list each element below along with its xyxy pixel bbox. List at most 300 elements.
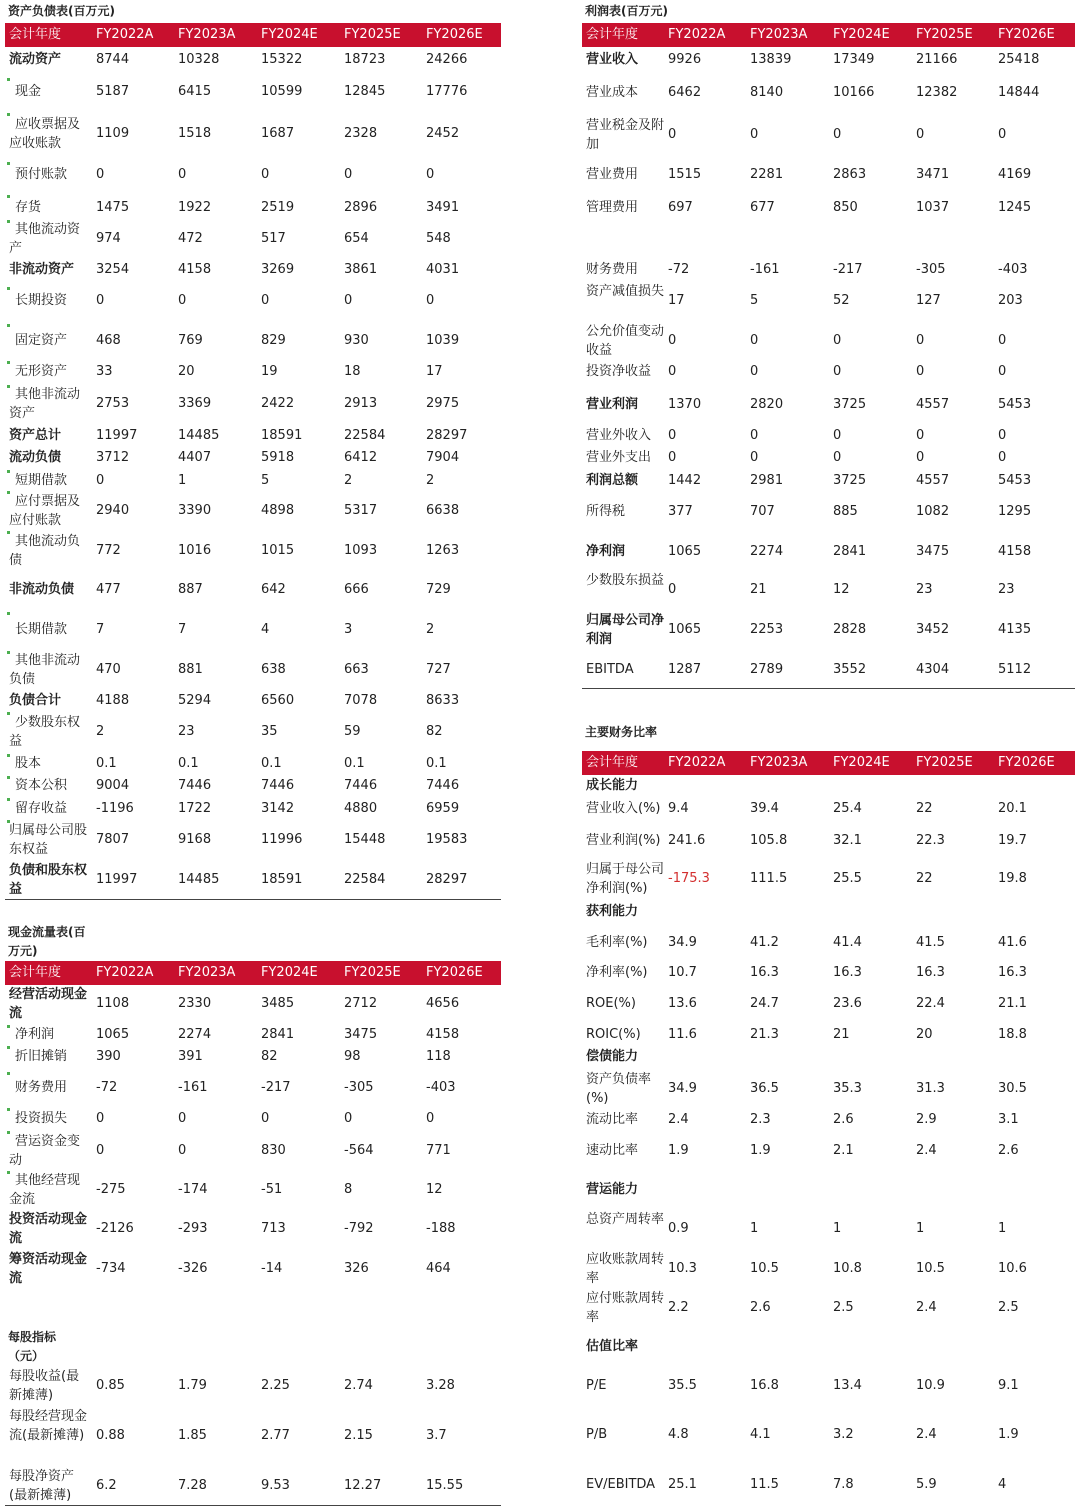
row-marker-icon [7, 1025, 10, 1028]
row-marker-icon [7, 195, 10, 198]
income_statement-row-label: 利润总额 [586, 473, 639, 489]
income_statement-cell: 52 [833, 293, 850, 308]
ratios-cell: 25.4 [833, 801, 862, 816]
cash_flow-cell: -14 [261, 1261, 283, 1276]
cash_flow-row-label: 营运资金变动 [9, 1133, 81, 1168]
balance_sheet-row [5, 712, 501, 752]
balance_sheet-cell: 0 [426, 293, 435, 308]
row-marker-icon [7, 385, 10, 388]
income_statement-cell: 0 [916, 428, 925, 443]
balance_sheet-cell: 930 [344, 333, 369, 348]
ratios-header-year: FY2022A [668, 755, 726, 770]
balance_sheet-row [5, 470, 501, 492]
ratios-row [582, 1336, 1075, 1358]
income_statement-cell: 13839 [750, 52, 792, 67]
per_share-row [5, 1366, 501, 1406]
income_statement-cell: 0 [998, 333, 1007, 348]
ratios-cell: 21.3 [750, 1027, 779, 1042]
row-marker-icon [7, 1131, 10, 1134]
balance_sheet-cell: 1518 [178, 126, 212, 141]
income_statement-cell: 0 [916, 333, 925, 348]
income_statement-cell: 0 [833, 450, 842, 465]
cash_flow-row [5, 1210, 501, 1248]
ratios-cell: 1 [998, 1221, 1007, 1236]
income_statement-cell: 3725 [833, 473, 867, 488]
balance_sheet-cell: 11997 [96, 428, 138, 443]
cash_flow-cell: -326 [178, 1261, 208, 1276]
ratios-cell: 16.3 [750, 965, 779, 980]
row-marker-icon [7, 361, 10, 364]
balance_sheet-row [5, 162, 501, 188]
balance_sheet-cell: 548 [426, 231, 451, 246]
cash_flow-cell: -72 [96, 1080, 118, 1095]
balance_sheet-cell: 22584 [344, 872, 386, 887]
cash_flow-header-year: FY2023A [178, 965, 236, 980]
ratios-cell: 3.2 [833, 1427, 854, 1442]
income_statement-cell: 0 [750, 333, 759, 348]
income_statement-row-label: 归属母公司净利润 [586, 612, 665, 647]
cash_flow-cell: 2274 [178, 1027, 212, 1042]
income_statement-row [582, 497, 1075, 527]
cash_flow-cell: 0 [178, 1143, 187, 1158]
balance_sheet-row [5, 820, 501, 860]
balance_sheet-cell: 0 [96, 293, 105, 308]
balance_sheet-row-label: 长期投资 [15, 293, 68, 309]
balance_sheet-cell: 1 [178, 473, 187, 488]
ratios-row [582, 1249, 1075, 1289]
income_statement-cell: 4557 [916, 397, 950, 412]
income_statement-row-label: 公允价值变动收益 [586, 323, 665, 358]
row-marker-icon [7, 1072, 10, 1075]
balance_sheet-cell: 887 [178, 582, 203, 597]
row-marker-icon [7, 324, 10, 327]
income_statement-cell: 0 [750, 127, 759, 142]
balance_sheet-row-label: 非流动负债 [9, 582, 75, 598]
ratios-cell: -175.3 [668, 871, 710, 886]
balance_sheet-row-label: 非流动资产 [9, 262, 75, 278]
ratios-cell: 10.3 [668, 1261, 697, 1276]
income_statement-cell: 4158 [998, 544, 1032, 559]
ratios-row-label: P/B [586, 1427, 608, 1443]
ratios-cell: 10.8 [833, 1261, 862, 1276]
balance_sheet-cell: 974 [96, 231, 121, 246]
balance_sheet-cell: 517 [261, 231, 286, 246]
ratios-cell: 2.6 [833, 1112, 854, 1127]
balance_sheet-row [5, 220, 501, 258]
ratios-cell: 30.5 [998, 1081, 1027, 1096]
income_statement-cell: 0 [668, 450, 677, 465]
ratios-row [582, 1422, 1075, 1448]
ratios-cell: 41.5 [916, 935, 945, 950]
balance_sheet-header-row [5, 23, 501, 47]
ratios-cell: 22 [916, 801, 933, 816]
balance_sheet-row-label: 无形资产 [15, 364, 68, 380]
income_statement-row [582, 425, 1075, 447]
balance_sheet-row-label: 归属母公司股东权益 [9, 822, 88, 857]
balance_sheet-cell: 1475 [96, 200, 130, 215]
balance_sheet-cell: 7904 [426, 450, 460, 465]
balance_sheet-title: 资产负债表(百万元) [8, 4, 115, 18]
balance_sheet-row [5, 113, 501, 155]
income_statement-cell: 0 [833, 333, 842, 348]
balance_sheet-cell: 772 [96, 543, 121, 558]
income_statement-cell: 2253 [750, 622, 784, 637]
ratios-cell: 23.6 [833, 996, 862, 1011]
balance_sheet-cell: 729 [426, 582, 451, 597]
balance_sheet-cell: 4188 [96, 693, 130, 708]
cash_flow-cell: -305 [344, 1080, 374, 1095]
balance_sheet-row [5, 385, 501, 423]
balance_sheet-cell: 18723 [344, 52, 386, 67]
balance_sheet-cell: 59 [344, 724, 361, 739]
income_statement-cell: 6462 [668, 85, 702, 100]
income_statement-row [582, 80, 1075, 106]
balance_sheet-cell: 7 [178, 622, 187, 637]
balance_sheet-cell: 1263 [426, 543, 460, 558]
income_statement-row [582, 322, 1075, 360]
balance_sheet-row [5, 691, 501, 711]
balance_sheet-cell: -1196 [96, 801, 134, 816]
ratios-cell: 2.5 [833, 1300, 854, 1315]
balance_sheet-cell: 472 [178, 231, 203, 246]
balance_sheet-cell: 33 [96, 364, 113, 379]
balance_sheet-cell: 6415 [178, 84, 212, 99]
ratios-row [582, 1022, 1075, 1048]
income_statement-row [582, 258, 1075, 282]
balance_sheet-header-year: FY2025E [344, 27, 401, 42]
cash_flow-header-label: 会计年度 [9, 965, 62, 980]
ratios-row [582, 776, 1075, 796]
balance_sheet-cell: 14485 [178, 428, 220, 443]
ratios-cell: 22.4 [916, 996, 945, 1011]
balance_sheet-cell: 3254 [96, 262, 130, 277]
ratios-cell: 10.5 [916, 1261, 945, 1276]
cash_flow-cell: -293 [178, 1221, 208, 1236]
ratios-row [582, 1471, 1075, 1499]
income_statement-row-label: EBITDA [586, 662, 634, 678]
balance_sheet-row-label: 短期借款 [15, 473, 68, 489]
income_statement-cell: 1082 [916, 504, 950, 519]
balance_sheet-row-label: 其他流动负债 [9, 533, 81, 568]
income_statement-cell: 3552 [833, 662, 867, 677]
ratios-cell: 10.7 [668, 965, 697, 980]
balance_sheet-header-year: FY2026E [426, 27, 483, 42]
row-marker-icon [7, 754, 10, 757]
income_statement-cell: 0 [998, 127, 1007, 142]
cash_flow-cell: 3475 [344, 1027, 378, 1042]
balance_sheet-cell: 18 [344, 364, 361, 379]
income_statement-row [582, 282, 1075, 320]
row-marker-icon [7, 531, 10, 534]
ratios-row-label: 毛利率(%) [586, 935, 648, 951]
ratios-row [582, 1046, 1075, 1068]
balance_sheet-cell: 0 [178, 293, 187, 308]
balance_sheet-cell: 5 [261, 473, 270, 488]
ratios-cell: 19.7 [998, 833, 1027, 848]
balance_sheet-cell: 829 [261, 333, 286, 348]
ratios-cell: 1.9 [998, 1427, 1019, 1442]
ratios-row-label: EV/EBITDA [586, 1477, 656, 1493]
cash_flow-row-label: 财务费用 [15, 1080, 68, 1096]
balance_sheet-cell: 0 [426, 167, 435, 182]
balance_sheet-cell: 3369 [178, 396, 212, 411]
cash_flow-row [5, 1108, 501, 1130]
income_statement-row [582, 391, 1075, 419]
income_statement-cell: 1245 [998, 200, 1032, 215]
row-marker-icon [7, 651, 10, 654]
balance_sheet-cell: 17 [426, 364, 443, 379]
balance_sheet-cell: 20 [178, 364, 195, 379]
income_statement-cell: 707 [750, 504, 775, 519]
income_statement-cell: 0 [916, 364, 925, 379]
balance_sheet-cell: 19 [261, 364, 278, 379]
balance_sheet-row-label: 流动资产 [9, 52, 62, 68]
per_share-cell: 2.77 [261, 1428, 290, 1443]
cash_flow-cell: 0 [261, 1111, 270, 1126]
balance_sheet-row [5, 324, 501, 358]
balance_sheet-cell: 28297 [426, 872, 468, 887]
ratios-cell: 36.5 [750, 1081, 779, 1096]
balance_sheet-cell: 7446 [426, 778, 460, 793]
ratios-cell: 13.6 [668, 996, 697, 1011]
balance_sheet-cell: 3712 [96, 450, 130, 465]
balance_sheet-cell: 1093 [344, 543, 378, 558]
ratios-row [582, 930, 1075, 956]
balance_sheet-cell: 7 [96, 622, 105, 637]
income_statement-cell: 2789 [750, 662, 784, 677]
ratios-cell: 2.4 [916, 1427, 937, 1442]
ratios-header-year: FY2025E [916, 755, 973, 770]
balance_sheet-cell: 0 [344, 293, 353, 308]
per_share-cell: 12.27 [344, 1478, 382, 1493]
cash_flow-cell: 391 [178, 1049, 203, 1064]
balance_sheet-row-label: 应付票据及应付账款 [9, 493, 81, 528]
income_statement-cell: 0 [916, 127, 925, 142]
ratios-cell: 1 [916, 1221, 925, 1236]
income_statement-cell: 10166 [833, 85, 875, 100]
income_statement-cell: 8140 [750, 85, 784, 100]
balance_sheet-cell: 7078 [344, 693, 378, 708]
balance_sheet-cell: 18591 [261, 428, 303, 443]
ratios-cell: 2.2 [668, 1300, 689, 1315]
balance_sheet-row [5, 491, 501, 531]
income_statement-cell: 5 [750, 293, 759, 308]
ratios-row-label: 营业利润(%) [586, 833, 661, 849]
ratios-row-label: 归属于母公司净利润(%) [586, 861, 665, 896]
income_statement-row [582, 195, 1075, 221]
ratios-cell: 20.1 [998, 801, 1027, 816]
cash_flow-row-label: 筹资活动现金流 [9, 1251, 88, 1286]
balance_sheet-row [5, 195, 501, 221]
income_statement-cell: 21 [750, 582, 767, 597]
balance_sheet-cell: 17776 [426, 84, 468, 99]
balance_sheet-cell: 769 [178, 333, 203, 348]
ratios-row [582, 826, 1075, 856]
ratios-cell: 41.4 [833, 935, 862, 950]
cash_flow-cell: 4158 [426, 1027, 460, 1042]
ratios-cell: 24.7 [750, 996, 779, 1011]
income_statement-header-year: FY2024E [833, 27, 890, 42]
balance_sheet-cell: 2 [96, 724, 105, 739]
ratios-row-label: 应付账款周转率 [586, 1290, 665, 1325]
ratios-row [582, 1289, 1075, 1327]
ratios-cell: 4.8 [668, 1427, 689, 1442]
ratios-cell: 1 [750, 1221, 759, 1236]
income_statement-header-year: FY2025E [916, 27, 973, 42]
income_statement-cell: 5112 [998, 662, 1032, 677]
ratios-row-label: 总资产周转率 [586, 1211, 665, 1227]
balance_sheet-row [5, 575, 501, 605]
cash_flow-row-label: 其他经营现金流 [9, 1172, 81, 1207]
balance_sheet-cell: 1016 [178, 543, 212, 558]
cash_flow-row-label: 折旧摊销 [15, 1049, 68, 1065]
income_statement-cell: 2863 [833, 167, 867, 182]
income_statement-cell: 1065 [668, 622, 702, 637]
income_statement-cell: 0 [998, 450, 1007, 465]
ratios-row-label: P/E [586, 1378, 607, 1394]
income_statement-bottom-rule [582, 688, 1075, 689]
income_statement-row [582, 532, 1075, 572]
balance_sheet-row [5, 531, 501, 571]
cash_flow-cell: 8 [344, 1182, 353, 1197]
balance_sheet-cell: 0.1 [426, 756, 447, 771]
income_statement-row-label: 少数股东损益 [586, 572, 665, 588]
income_statement-header-year: FY2026E [998, 27, 1055, 42]
balance_sheet-cell: 18591 [261, 872, 303, 887]
cash_flow-cell: -734 [96, 1261, 126, 1276]
income_statement-cell: 2274 [750, 544, 784, 559]
ratios-cell: 105.8 [750, 833, 788, 848]
balance_sheet-cell: 4898 [261, 503, 295, 518]
income_statement-cell: -403 [998, 262, 1028, 277]
ratios-cell: 16.8 [750, 1378, 779, 1393]
balance_sheet-row [5, 776, 501, 796]
income_statement-cell: 3475 [916, 544, 950, 559]
cash_flow-cell: 771 [426, 1143, 451, 1158]
ratios-row [582, 1107, 1075, 1133]
cash_flow-cell: -161 [178, 1080, 208, 1095]
per_share-cell: 2.15 [344, 1428, 373, 1443]
row-marker-icon [7, 162, 10, 165]
row-marker-icon [7, 470, 10, 473]
balance_sheet-row-label: 负债和股东权益 [9, 862, 88, 897]
cash_flow-header-year: FY2024E [261, 965, 318, 980]
income_statement-cell: 3452 [916, 622, 950, 637]
ratios-cell: 25.1 [668, 1477, 697, 1492]
ratios-header-row [582, 751, 1075, 775]
ratios-cell: 2.6 [750, 1300, 771, 1315]
ratios-cell: 10.5 [750, 1261, 779, 1276]
ratios-cell: 25.5 [833, 871, 862, 886]
ratios-cell: 9.4 [668, 801, 689, 816]
income_statement-cell: 127 [916, 293, 941, 308]
ratios-row-label: ROIC(%) [586, 1027, 641, 1043]
balance_sheet-cell: 2913 [344, 396, 378, 411]
balance_sheet-row-label: 资本公积 [15, 778, 68, 794]
balance_sheet-cell: 4158 [178, 262, 212, 277]
balance_sheet-cell: 8633 [426, 693, 460, 708]
balance_sheet-cell: 0.1 [261, 756, 282, 771]
income_statement-cell: 1037 [916, 200, 950, 215]
ratios-cell: 32.1 [833, 833, 862, 848]
ratios-cell: 1 [833, 1221, 842, 1236]
income_statement-row [582, 49, 1075, 71]
ratios-cell: 3.1 [998, 1112, 1019, 1127]
balance_sheet-row-label: 少数股东权益 [9, 714, 81, 749]
cash_flow-header-year: FY2022A [96, 965, 154, 980]
balance_sheet-cell: 6560 [261, 693, 295, 708]
balance_sheet-cell: 28297 [426, 428, 468, 443]
balance_sheet-cell: 2 [426, 473, 435, 488]
ratios-cell: 20 [916, 1027, 933, 1042]
per_share-row [5, 1466, 501, 1506]
income_statement-row-label: 营业成本 [586, 85, 639, 101]
balance_sheet-cell: 10599 [261, 84, 303, 99]
balance_sheet-cell: 1015 [261, 543, 295, 558]
row-marker-icon [7, 712, 10, 715]
balance_sheet-row [5, 754, 501, 774]
cash_flow-row-label: 投资活动现金流 [9, 1211, 88, 1246]
balance_sheet-cell: 0 [96, 473, 105, 488]
per_share-cell: 2.25 [261, 1378, 290, 1393]
cash_flow-cell: 1065 [96, 1027, 130, 1042]
income_statement-cell: 14844 [998, 85, 1040, 100]
balance_sheet-cell: 7807 [96, 832, 130, 847]
balance_sheet-cell: 4880 [344, 801, 378, 816]
row-marker-icon [7, 1171, 10, 1174]
balance_sheet-cell: 1722 [178, 801, 212, 816]
income_statement-cell: 1370 [668, 397, 702, 412]
ratios-cell: 21 [833, 1027, 850, 1042]
balance_sheet-cell: 5317 [344, 503, 378, 518]
balance_sheet-row-label: 其他非流动资产 [9, 386, 81, 421]
income_statement-cell: -161 [750, 262, 780, 277]
balance_sheet-row-label: 应收票据及应收账款 [9, 116, 81, 151]
balance_sheet-cell: 82 [426, 724, 443, 739]
ratios-cell: 18.8 [998, 1027, 1027, 1042]
ratios-cell: 241.6 [668, 833, 706, 848]
balance_sheet-cell: 2452 [426, 126, 460, 141]
income_statement-cell: 2828 [833, 622, 867, 637]
per_share-cell: 15.55 [426, 1478, 464, 1493]
ratios-cell: 9.1 [998, 1378, 1019, 1393]
balance_sheet-cell: 9168 [178, 832, 212, 847]
ratios-cell: 39.4 [750, 801, 779, 816]
per_share-cell: 1.85 [178, 1428, 207, 1443]
cash_flow-row [5, 1025, 501, 1045]
ratios-row-label: 营运能力 [586, 1182, 639, 1198]
income_statement-row-label: 营业税金及附加 [586, 117, 665, 152]
cash_flow-cell: -275 [96, 1182, 126, 1197]
ratios-cell: 111.5 [750, 871, 788, 886]
balance_sheet-cell: 5294 [178, 693, 212, 708]
per_share-cell: 0.88 [96, 1428, 125, 1443]
cash_flow-header-year: FY2025E [344, 965, 401, 980]
ratios-cell: 2.4 [668, 1112, 689, 1127]
income_statement-cell: 0 [668, 582, 677, 597]
balance_sheet-cell: 470 [96, 662, 121, 677]
cash_flow-cell: 98 [344, 1049, 361, 1064]
balance_sheet-cell: 12845 [344, 84, 386, 99]
balance_sheet-row-label: 流动负债 [9, 450, 62, 466]
cash_flow-cell: 830 [261, 1143, 286, 1158]
income_statement-cell: 5453 [998, 473, 1032, 488]
income_statement-cell: 1295 [998, 504, 1032, 519]
balance_sheet-row [5, 612, 501, 648]
balance_sheet-cell: 7446 [344, 778, 378, 793]
cash_flow-row-label: 投资损失 [15, 1111, 68, 1127]
ratios-cell: 41.6 [998, 935, 1027, 950]
